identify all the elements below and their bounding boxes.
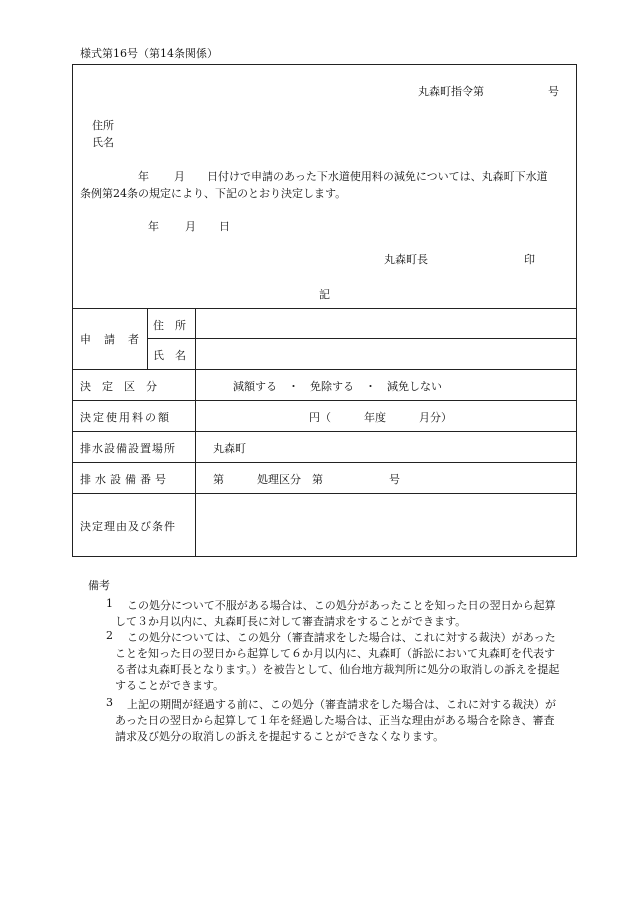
equipment-label: 排水設備番号: [80, 473, 170, 486]
notes-heading: 備考: [88, 579, 110, 592]
date-month: 月: [185, 220, 196, 233]
ki-heading: 記: [319, 288, 330, 301]
row-divider: [72, 369, 577, 370]
note-line: ことを知った日の翌日から起算して６か月以内に、丸森町（訴訟において丸森町を代表す: [115, 647, 555, 660]
addressee-address-label: 住所: [92, 119, 114, 132]
note-line: あった日の翌日から起算して１年を経過した場合は、正当な理由がある場合を除き、審査: [115, 714, 555, 727]
note-line: して３か月以内に、丸森町長に対して審査請求をすることができます。: [115, 615, 467, 628]
note-line: この処分については、この処分（審査請求をした場合は、これに対する裁決）があった: [127, 631, 556, 644]
body-text-line2: 条例第24条の規定により、下記のとおり決定します。: [80, 187, 347, 200]
row-divider: [72, 493, 577, 494]
reason-label: 決定理由及び条件: [80, 520, 176, 533]
seal-mark: 印: [524, 253, 535, 266]
note-line: る者は丸森町長となります。）を被告として、仙台地方裁判所に処分の取消しの訴えを提起: [115, 663, 560, 676]
body-text-line1: 日付けで申請のあった下水道使用料の減免については、丸森町下水道: [207, 170, 548, 183]
date-year: 年: [148, 220, 159, 233]
note-number: 2: [106, 629, 113, 642]
designation-prefix: 丸森町指令第: [418, 85, 484, 98]
note-line: この処分について不服がある場合は、この処分があったことを知った日の翌日から起算: [127, 599, 556, 612]
note-line: 上記の期間が経過する前に、この処分（審査請求をした場合は、これに対する裁決）が: [127, 698, 556, 711]
label-column-divider: [195, 308, 196, 557]
decision-options: 減額する ・ 免除する ・ 減免しない: [233, 380, 442, 393]
location-label: 排水設備設置場所: [80, 442, 176, 455]
note-line: 請求及び処分の取消しの訴えを提起することができなくなります。: [115, 730, 445, 743]
row-divider: [72, 400, 577, 401]
body-month: 月: [174, 170, 185, 183]
row-divider: [72, 462, 577, 463]
applicant-divider: [147, 338, 577, 339]
applicant-name-label: 氏 名: [153, 349, 186, 362]
applicant-address-label: 住 所: [153, 319, 186, 332]
note-number: 1: [106, 597, 113, 610]
form-number: 様式第16号（第14条関係）: [80, 47, 218, 60]
location-value: 丸森町: [213, 442, 246, 455]
fee-label: 決定使用料の額: [80, 411, 171, 424]
fee-value: 円（ 年度 月分）: [309, 411, 452, 424]
equipment-value: 第 処理区分 第 号: [213, 473, 400, 486]
decision-label: 決 定 区 分: [80, 380, 157, 393]
row-divider: [72, 431, 577, 432]
designation-suffix: 号: [548, 85, 559, 98]
issuer-title: 丸森町長: [384, 253, 428, 266]
applicant-label: 申 請 者: [80, 333, 140, 346]
note-line: することができます。: [115, 679, 225, 692]
applicant-subdivider: [147, 308, 148, 369]
body-year: 年: [138, 170, 149, 183]
addressee-name-label: 氏名: [92, 136, 114, 149]
note-number: 3: [106, 696, 113, 709]
date-day: 日: [219, 220, 230, 233]
